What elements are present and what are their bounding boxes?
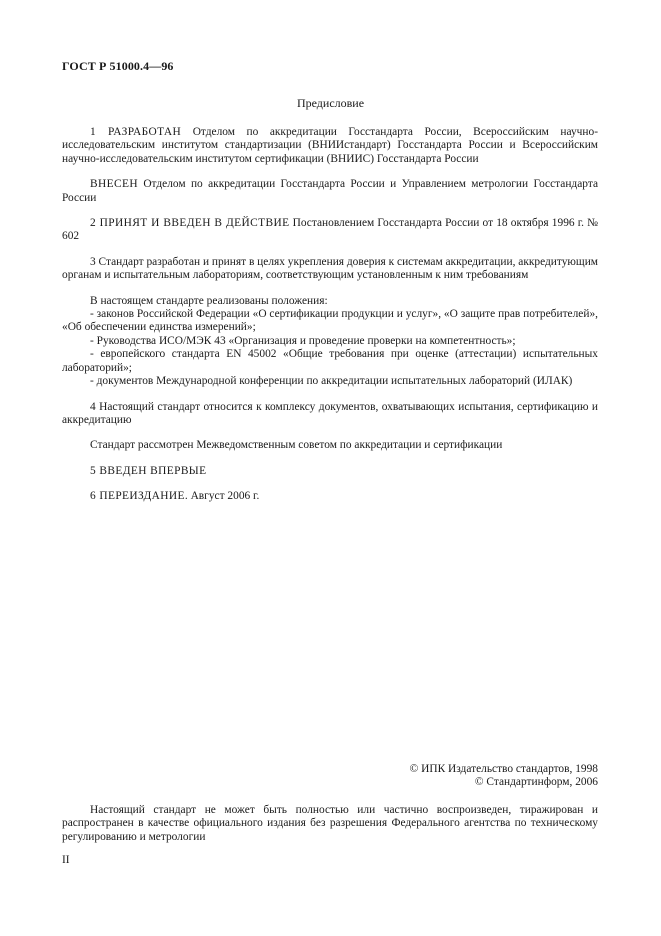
page-number: II bbox=[62, 854, 70, 866]
copyright-block bbox=[410, 763, 598, 790]
provision-item: - Руководства ИСО/МЭК 43 «Организация и проведение проверки на компетентность»; bbox=[90, 334, 516, 347]
section-2-adopted bbox=[62, 217, 598, 244]
reproduction-notice: Настоящий стандарт не может быть полностью или частично воспроизведен, тиражирован и распространен в качестве официального издания без разрешения Федерального агентства по техническому регулированию и метрологии bbox=[62, 804, 598, 843]
section-introduced-text: Отделом по аккредитации Госстандарта России и Управлением метрологии Госстандарта России bbox=[62, 178, 598, 204]
section-introduced-lead: ВНЕСЕН bbox=[90, 178, 138, 191]
section-5-first-introduced: 5 ВВЕДЕН ВПЕРВЫЕ bbox=[90, 464, 207, 477]
section-3-purpose bbox=[62, 256, 598, 283]
provision-item: - законов Российской Федерации «О сертификации продукции и услуг», «О защите прав потребителей», «Об обеспечении единства измерений»; bbox=[62, 308, 598, 334]
section-3-text: 3 Стандарт разработан и принят в целях укрепления доверия к системам аккредитации, аккредитующим органам и испытательным лабораториям, соответствующим установленным к ним требованиям bbox=[62, 255, 598, 282]
copyright-line: © ИПК Издательство стандартов, 1998 bbox=[409, 763, 598, 775]
section-1-developed bbox=[62, 126, 598, 166]
preface-title: Предисловие bbox=[296, 96, 365, 110]
section-6-lead: 6 ПЕРЕИЗДАНИЕ bbox=[90, 490, 185, 503]
section-2-lead: 2 ПРИНЯТ И ВВЕДЕН В ДЕЙСТВИЕ bbox=[90, 217, 290, 230]
section-6-reissue bbox=[62, 490, 598, 503]
document-header: ГОСТ Р 51000.4—96 bbox=[62, 59, 174, 73]
council-review: Стандарт рассмотрен Межведомственным советом по аккредитации и сертификации bbox=[90, 439, 503, 452]
provisions-list bbox=[62, 295, 598, 389]
section-1-lead: 1 РАЗРАБОТАН bbox=[90, 126, 182, 138]
section-4-scope: 4 Настоящий стандарт относится к комплексу документов, охватывающих испытания, сертификацию и аккредитацию bbox=[62, 400, 598, 426]
section-2-text: Постановлением Госстандарта России от 18 октября 1996 г. № 602 bbox=[62, 217, 598, 243]
copyright-line: © Стандартинформ, 2006 bbox=[474, 776, 598, 789]
section-1-text: Отделом по аккредитации Госстандарта России, Всероссийским научно-исследовательским институтом стандартизации (ВНИИстандарт) Госстандарта России и Всероссийским научно-исследовательским институтом сертификации (ВНИИС) Госстандарта России bbox=[62, 126, 598, 165]
provision-item: - европейского стандарта EN 45002 «Общие требования при оценке (аттестации) испытательных лабораторий»; bbox=[62, 348, 598, 374]
provisions-intro: В настоящем стандарте реализованы положения: bbox=[90, 294, 328, 307]
preface-body bbox=[62, 126, 598, 516]
section-6-text: . Август 2006 г. bbox=[184, 490, 260, 503]
section-introduced bbox=[62, 178, 598, 205]
provision-item: - документов Международной конференции по аккредитации испытательных лабораторий (ИЛАК) bbox=[90, 375, 573, 388]
